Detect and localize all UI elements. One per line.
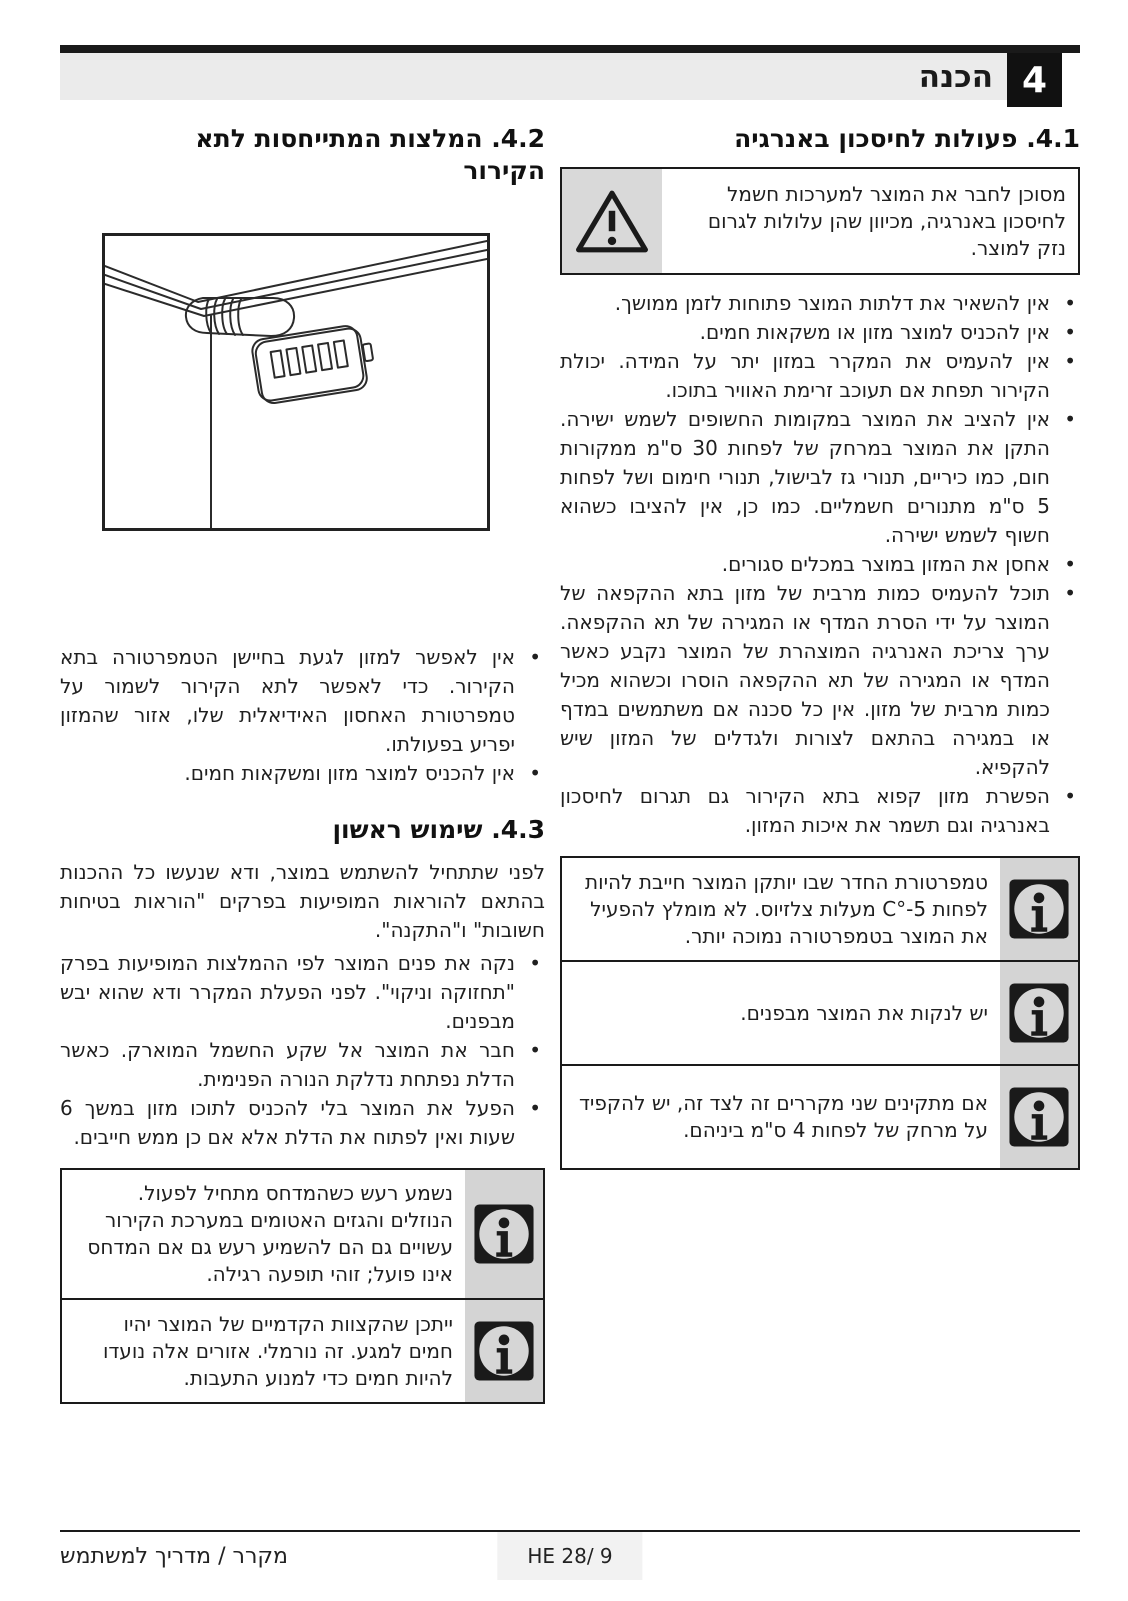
section-43-heading: 4.3. שימוש ראשון: [332, 815, 545, 844]
list-item: [60, 1036, 545, 1094]
info-note-text: טמפרטורת החדר שבו יותקן המוצר חייבת להיות לפחות C°-5 מעלות צלזיוס. לא מומלץ להפעיל את המוצר בטמפרטורה נמוכה יותר.: [584, 869, 988, 948]
bullet-marker: •: [1064, 552, 1076, 576]
bullet-marker: •: [1064, 320, 1076, 344]
list-item: [60, 643, 545, 759]
info-note-text: ייתכן שהקצוות הקדמיים של המוצר יהיו חמים למגע. זה נורמלי. אזורים אלה נועדו להיות חמים כדי למנוע התעבות.: [102, 1311, 453, 1390]
info-note-stack: [60, 1168, 545, 1404]
list-item-text: אין להכניס למוצר מזון ומשקאות חמים.: [184, 761, 515, 785]
section-42-heading-line1: 4.2. המלצות המתייחסות לתא: [195, 124, 545, 153]
list-item: [60, 1094, 545, 1152]
list-item: [560, 579, 1080, 782]
section-41-heading: 4.1. פעולות לחיסכון באנרגיה: [734, 124, 1080, 153]
list-item-text: אין לאפשר למזון לגעת בחיישן הטמפרטורה בתא הקירור. כדי לאפשר לתא הקירור לשמור על טמפרטורת האחסון האידיאלית שלו, אזור שהמזון יפריע בפעולתו.: [60, 645, 515, 756]
bullet-marker: •: [1064, 291, 1076, 315]
list-item-text: הפעל את המוצר בלי להכניס לתוכו מזון במשך 6 שעות ואין לפתוח את הדלת אלא אם כן ממש חייבים.: [60, 1096, 515, 1149]
bullet-marker: •: [1064, 349, 1076, 373]
info-icon: [1000, 1066, 1078, 1168]
first-use-list: [60, 949, 545, 1152]
list-item: [560, 782, 1080, 840]
list-item: [60, 759, 545, 788]
footer-page-number: HE 28/ 9: [497, 1532, 642, 1580]
info-icon: [1000, 858, 1078, 960]
refrigerator-compartment-illustration: [102, 233, 490, 531]
chapter-title-bar: [60, 53, 1007, 100]
bullet-marker: •: [1064, 407, 1076, 431]
bullet-marker: •: [529, 761, 541, 785]
warning-box: [560, 167, 1080, 275]
info-note: [560, 856, 1080, 962]
section-energy-saving: [560, 123, 1080, 1404]
bullet-marker: •: [529, 645, 541, 669]
bullet-marker: •: [1064, 581, 1076, 605]
bullet-marker: •: [1064, 784, 1076, 808]
bullet-marker: •: [529, 1096, 541, 1120]
list-item-text: אין להציב את המוצר במקומות החשופים לשמש ישירה. התקן את המוצר במרחק של לפחות 30 ס"מ ממקורות חום, כמו כיריים, תנורי גז לבישול, תנורי חימום ושל לפחות 5 ס"מ מתנורים חשמליים. כמו כן, אין להציבו כשהוא חשוף לשמש ישירה.: [560, 407, 1050, 547]
info-note: [60, 1168, 545, 1300]
list-item-text: נקה את פנים המוצר לפי ההמלצות המופיעות בפרק "תחזוקה וניקוי". לפני הפעלת המקרר ודא שהוא יבש מבפנים.: [60, 951, 515, 1033]
info-note-text: נשמע רעש כשהמדחס מתחיל לפעול. הנוזלים והגזים האטומים במערכת הקירור עשויים גם הם להשמיע רעש גם אם המדחס אינו פועל; זוהי תופעה רגילה.: [87, 1181, 453, 1286]
chapter-header: [60, 45, 1080, 107]
header-top-rule: [60, 45, 1080, 53]
warning-text: מסוכן לחבר את המוצר למערכות חשמל לחיסכון באנרגיה, מכיוון שהן עלולות לגרום נזק למוצר.: [707, 181, 1066, 260]
list-item-text: אין להכניס למוצר מזון או משקאות חמים.: [699, 320, 1050, 344]
info-note-text: אם מתקינים שני מקררים זה לצד זה, יש להקפיד על מרחק של לפחות 4 ס"מ ביניהם.: [578, 1091, 988, 1142]
info-icon: [465, 1300, 543, 1402]
footer-row: [60, 1532, 1080, 1590]
info-note: [60, 1298, 545, 1404]
list-item-text: הפשרת מזון קפוא בתא הקירור גם תגרום לחיסכון באנרגיה וגם תשמר את איכות המזון.: [560, 784, 1050, 837]
list-item: [560, 347, 1080, 405]
page-footer: [60, 1530, 1080, 1590]
list-item-text: תוכל להעמיס כמות מרבית של מזון בתא ההקפאה של המוצר על ידי הסרת המדף או המגירה של תא ההקפאה. ערך צריכת האנרגיה המוצהרת של המוצר נקבע כאשר המדף או המגירה של תא ההקפאה הוסרו וכשהוא מכיל כמות מרבית של מזון. אין כל סכנה אם משתמשים במדף או במגירה בהתאם לצורות ולגדלים של המזון שיש להקפיא.: [560, 581, 1050, 779]
info-icon: [465, 1170, 543, 1298]
chapter-number-badge: 4: [1007, 53, 1062, 107]
info-icon: [1000, 962, 1078, 1064]
list-item-text: אין להעמיס את המקרר במזון יתר על המידה. יכולת הקירור תפחת אם תעוכב זרימת האוויר בתוכו.: [560, 349, 1050, 402]
warning-triangle-icon: [562, 169, 662, 273]
list-item: [560, 289, 1080, 318]
section-42-heading: [60, 123, 545, 187]
cooling-recommendations-list: [60, 643, 545, 788]
info-note: [560, 960, 1080, 1066]
section-43-intro: לפני שתתחיל להשתמש במוצר, ודא שנעשו כל ההכנות בהתאם להוראות המופיעות בפרקים "הוראות בטיחות חשובות" ו"התקנה".: [60, 860, 545, 942]
list-item: [560, 405, 1080, 550]
list-item-text: אין להשאיר את דלתות המוצר פתוחות לזמן ממושך.: [614, 291, 1050, 315]
footer-doc-title: מקרר / מדריך למשתמש: [60, 1544, 288, 1569]
section-42-heading-line2: הקירור: [463, 156, 545, 185]
two-column-layout: [60, 123, 1080, 1404]
section-cooling-recommendations: [60, 123, 545, 1404]
chapter-title: הכנה: [918, 58, 993, 95]
info-note-text: יש לנקות את המוצר מבפנים.: [740, 1000, 988, 1025]
chapter-spacer: [1062, 53, 1080, 100]
energy-saving-list: [560, 289, 1080, 840]
info-note: [560, 1064, 1080, 1170]
list-item-text: אחסן את המזון במוצר במכלים סגורים.: [721, 552, 1050, 576]
bullet-marker: •: [529, 1038, 541, 1062]
list-item-text: חבר את המוצר אל שקע החשמל המוארק. כאשר הדלת נפתחת נדלקת הנורה הפנימית.: [60, 1038, 515, 1091]
list-item: [560, 318, 1080, 347]
list-item: [560, 550, 1080, 579]
chapter-row: [60, 53, 1080, 107]
bullet-marker: •: [529, 951, 541, 975]
info-note-stack: [560, 856, 1080, 1170]
list-item: [60, 949, 545, 1036]
